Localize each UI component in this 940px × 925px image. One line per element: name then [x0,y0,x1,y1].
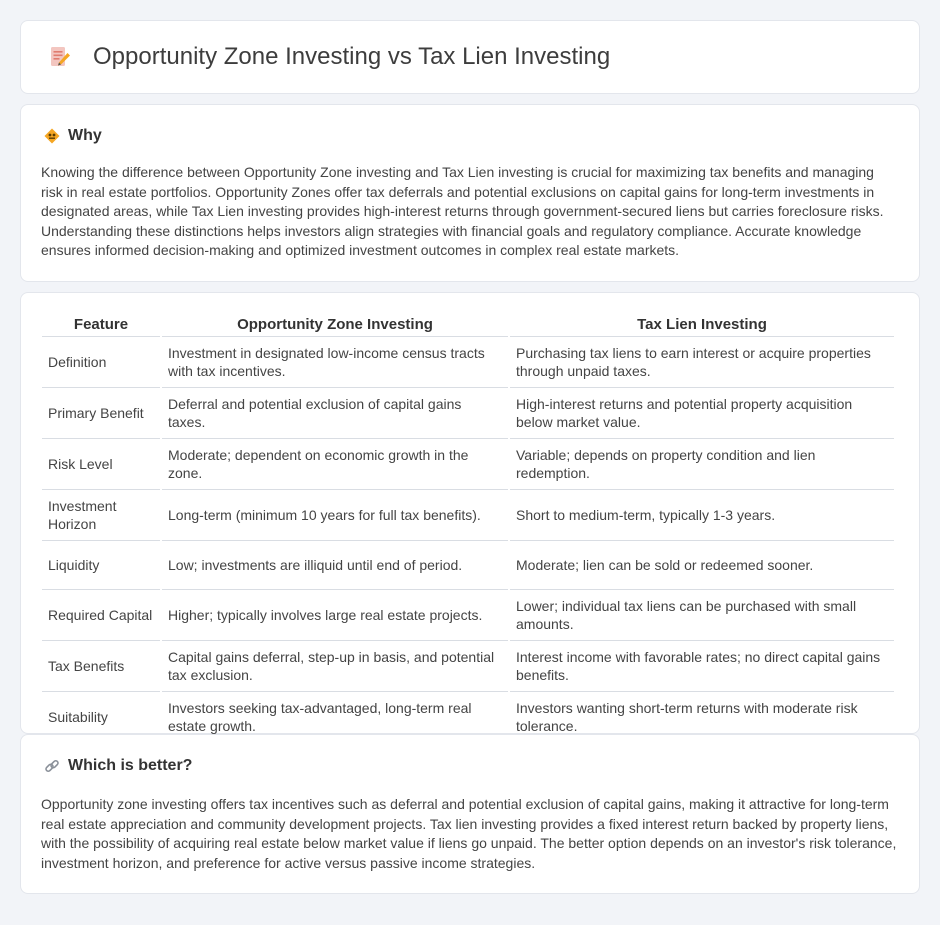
row-opportunity-zone: Investment in designated low-income census tracts with tax incentives. [162,337,508,388]
row-tax-lien: Interest income with favorable rates; no direct capital gains benefits. [510,641,894,692]
why-section [20,104,920,282]
why-heading: Why [68,127,102,144]
link-icon [43,757,61,775]
why-header [41,127,899,145]
row-feature: Tax Benefits [42,641,160,692]
row-opportunity-zone: Moderate; dependent on economic growth in the zone. [162,439,508,490]
table-row [42,641,894,692]
better-section [20,734,920,894]
better-header [41,757,899,775]
row-opportunity-zone: Long-term (minimum 10 years for full tax benefits). [162,490,508,541]
row-tax-lien: High-interest returns and potential property acquisition below market value. [510,388,894,439]
row-opportunity-zone: Low; investments are illiquid until end of period. [162,541,508,590]
page-title: Opportunity Zone Investing vs Tax Lien Investing [93,43,611,70]
row-feature: Liquidity [42,541,160,590]
row-feature: Primary Benefit [42,388,160,439]
better-heading: Which is better? [68,757,193,774]
document-pen-icon [47,44,73,70]
row-opportunity-zone: Higher; typically involves large real estate projects. [162,590,508,641]
row-tax-lien: Variable; depends on property condition and lien redemption. [510,439,894,490]
row-feature: Risk Level [42,439,160,490]
row-opportunity-zone: Capital gains deferral, step-up in basis, and potential tax exclusion. [162,641,508,692]
table-header-row [42,313,894,337]
table-row [42,590,894,641]
diamond-sign-icon [43,127,61,145]
header-tax-lien: Tax Lien Investing [510,313,894,337]
row-tax-lien: Lower; individual tax liens can be purchased with small amounts. [510,590,894,641]
row-tax-lien: Short to medium-term, typically 1-3 years. [510,490,894,541]
why-text: Knowing the difference between Opportunity Zone investing and Tax Lien investing is crucial for maximizing tax benefits and managing risk in real estate portfolios. Opportunity Zones offer tax deferrals and potential exclusions on capital gains for long-term investments in designated areas, while Tax Lien investing provides high-interest returns through government-secured liens but carries foreclosure risks. Understanding these distinctions helps investors align strategies with financial goals and regulatory compliance. Accurate knowledge ensures informed decision-making and optimized investment outcomes in complex real estate markets. [41,164,884,259]
row-feature: Investment Horizon [42,490,160,541]
comparison-table [40,313,896,743]
row-feature: Required Capital [42,590,160,641]
header-opportunity-zone: Opportunity Zone Investing [162,313,508,337]
row-feature: Definition [42,337,160,388]
row-tax-lien: Investors wanting short-term returns with moderate risk tolerance. [510,692,894,743]
comparison-table-card [20,292,920,734]
table-row [42,541,894,590]
title-card [20,20,920,94]
row-tax-lien: Moderate; lien can be sold or redeemed sooner. [510,541,894,590]
table-row [42,337,894,388]
row-tax-lien: Purchasing tax liens to earn interest or acquire properties through unpaid taxes. [510,337,894,388]
table-row [42,490,894,541]
header-feature: Feature [42,313,160,337]
row-feature: Suitability [42,692,160,743]
better-text: Opportunity zone investing offers tax incentives such as deferral and potential exclusion of capital gains, making it attractive for long-term real estate appreciation and community development projects. Tax lien investing provides a fixed interest return backed by property liens, with the possibility of acquiring real estate below market value if liens go unpaid. The better option depends on an investor's risk tolerance, investment horizon, and preference for active versus passive income strategies. [41,796,897,871]
table-row [42,439,894,490]
row-opportunity-zone: Investors seeking tax-advantaged, long-term real estate growth. [162,692,508,743]
row-opportunity-zone: Deferral and potential exclusion of capital gains taxes. [162,388,508,439]
table-row [42,388,894,439]
